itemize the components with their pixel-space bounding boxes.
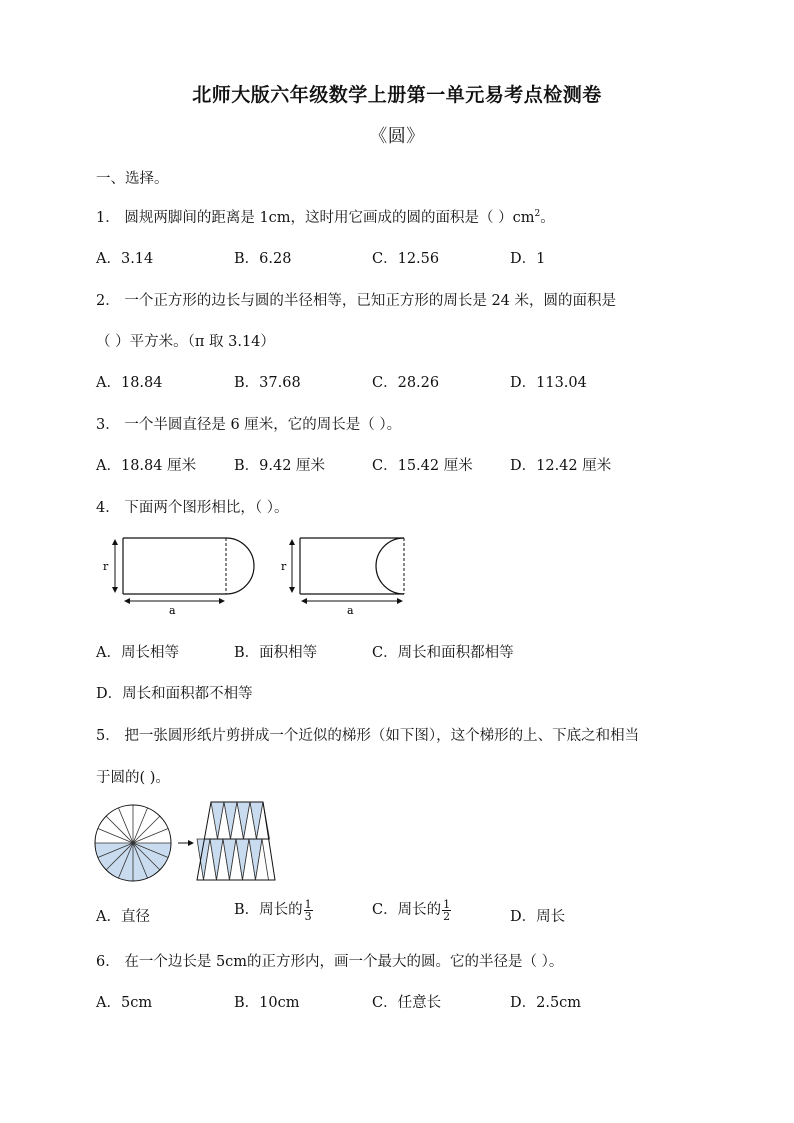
q6-option-b: B．10cm bbox=[234, 995, 300, 1011]
fig2-label-a: a bbox=[347, 604, 354, 617]
page-subtitle: 《圆》 bbox=[369, 126, 425, 147]
q5-option-b-text: B．周长的 bbox=[234, 902, 303, 918]
q1-option-c: C．12.56 bbox=[372, 251, 440, 267]
q5-option-c-text: C．周长的 bbox=[372, 902, 442, 918]
question-6: 6． 在一个边长是 5cm的正方形内，画一个最大的圆。它的半径是（ ）。 bbox=[96, 954, 564, 970]
section-heading: 一、选择。 bbox=[96, 171, 169, 187]
q4-figures bbox=[95, 530, 425, 620]
q4-option-a: A．周长相等 bbox=[96, 645, 179, 661]
q3-option-a: A．18.84 厘米 bbox=[96, 458, 197, 474]
q4-option-b: B．面积相等 bbox=[234, 645, 318, 661]
question-4: 4． 下面两个图形相比，（ ）。 bbox=[96, 500, 289, 516]
page-title: 北师大版六年级数学上册第一单元易考点检测卷 bbox=[192, 84, 602, 106]
q5-option-d: D．周长 bbox=[510, 909, 566, 925]
circle-cut-into-sectors bbox=[95, 805, 171, 881]
fig1-label-a: a bbox=[169, 604, 176, 617]
fraction-numerator: 1 bbox=[443, 897, 451, 911]
q1-option-d: D．1 bbox=[510, 251, 546, 267]
q5-figure bbox=[92, 798, 282, 884]
q3-option-c: C．15.42 厘米 bbox=[372, 458, 473, 474]
q5-option-a: A．直径 bbox=[96, 909, 150, 925]
question-5-line1: 5． 把一张圆形纸片剪拼成一个近似的梯形（如下图），这个梯形的上、下底之和相当 bbox=[96, 728, 640, 744]
figure-rect-with-semicircle-cutout bbox=[281, 538, 404, 617]
question-5-line2: 于圆的( )。 bbox=[96, 770, 170, 786]
q4-option-d: D．周长和面积都不相等 bbox=[96, 686, 253, 702]
fraction-numerator: 1 bbox=[304, 897, 312, 911]
q5-option-c bbox=[372, 898, 451, 922]
q5-option-b bbox=[234, 898, 313, 922]
q3-option-b: B．9.42 厘米 bbox=[234, 458, 326, 474]
trapezoid-rearranged bbox=[197, 802, 275, 880]
fraction-one-third bbox=[304, 899, 313, 922]
q6-option-d: D．2.5cm bbox=[510, 995, 582, 1011]
q1-option-b: B．6.28 bbox=[234, 251, 292, 267]
q4-option-c: C．周长和面积都相等 bbox=[372, 645, 514, 661]
figure-rect-with-semicircle bbox=[103, 538, 254, 617]
q1-option-a: A．3.14 bbox=[96, 251, 154, 267]
question-3: 3． 一个半圆直径是 6 厘米，它的周长是（ ）。 bbox=[96, 417, 402, 433]
q3-option-d: D．12.42 厘米 bbox=[510, 458, 612, 474]
fig1-label-r: r bbox=[103, 560, 109, 573]
q6-option-c: C．任意长 bbox=[372, 995, 442, 1011]
question-1-end: 。 bbox=[540, 210, 555, 226]
q2-option-c: C．28.26 bbox=[372, 375, 440, 391]
fig2-label-r: r bbox=[281, 560, 287, 573]
fraction-denominator: 2 bbox=[443, 909, 451, 923]
question-2-line2: （ ）平方米。（π 取 3.14） bbox=[96, 334, 275, 350]
question-1-text: 1． 圆规两脚间的距离是 1cm，这时用它画成的圆的面积是（ ）cm bbox=[96, 210, 535, 226]
q2-option-b: B．37.68 bbox=[234, 375, 301, 391]
question-1 bbox=[96, 206, 555, 227]
fraction-one-half bbox=[442, 899, 451, 922]
q2-option-d: D．113.04 bbox=[510, 375, 587, 391]
q6-option-a: A．5cm bbox=[96, 995, 153, 1011]
unit-exponent: 2 bbox=[534, 209, 541, 220]
sector-line bbox=[133, 816, 160, 843]
q2-option-a: A．18.84 bbox=[96, 375, 163, 391]
fraction-denominator: 3 bbox=[304, 909, 312, 923]
sector-line bbox=[106, 816, 133, 843]
question-2-line1: 2． 一个正方形的边长与圆的半径相等，已知正方形的周长是 24 米，圆的面积是 bbox=[96, 293, 617, 309]
